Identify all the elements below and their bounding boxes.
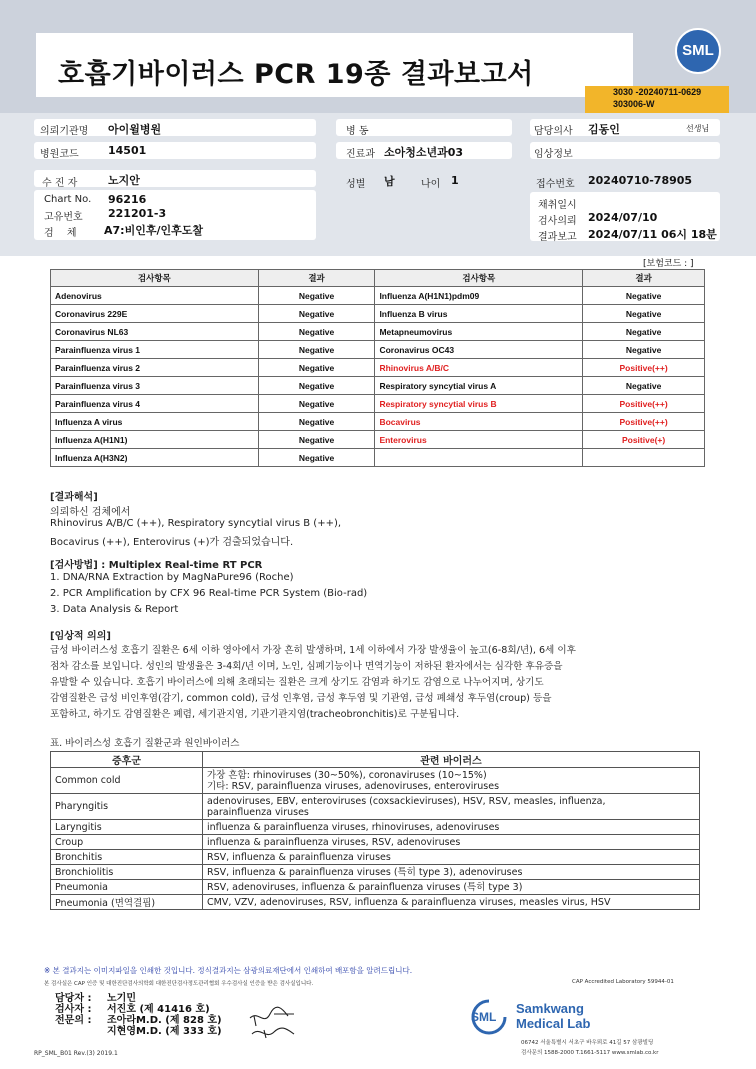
result-row	[51, 395, 705, 413]
disease-row	[51, 768, 700, 794]
clinical-line: 급성 바이러스성 호흡기 질환은 6세 이하 영아에서 가장 흔히 발생하며, 1세 이하에서 가장 발생율이 높고(6-8회/년), 6세 이후	[50, 645, 576, 656]
result-row	[51, 341, 705, 359]
report-code-1: 3030 -20240711-0629	[613, 87, 702, 97]
institution-value: 아이윌병원	[108, 123, 162, 136]
disease-body	[51, 768, 700, 910]
report-code-2: 303006-W	[613, 99, 655, 109]
request-date: 2024/07/10	[588, 211, 658, 224]
sex-value: 남	[384, 175, 395, 188]
result-value: Positive(++)	[583, 395, 705, 413]
related-viruses: RSV, influenza & parainfluenza viruses	[203, 850, 700, 865]
result-value: Positive(++)	[583, 359, 705, 377]
interpretation-heading: [결과해석]	[50, 492, 98, 503]
test-name: Adenovirus	[51, 287, 259, 305]
result-value: Negative	[583, 341, 705, 359]
results-body	[51, 287, 705, 467]
test-name: Metapneumovirus	[375, 323, 583, 341]
image-notice: ※ 본 결과지는 이미지파일을 인쇄한 것입니다. 정식결과지는 삼광의료재단에서 인쇄하여 배포함을 알려드립니다.	[44, 966, 413, 975]
test-name: Influenza A(H1N1)	[51, 431, 259, 449]
result-row	[51, 287, 705, 305]
result-value: Negative	[258, 305, 375, 323]
unique-label: 고유번호	[44, 212, 83, 223]
result-value: Negative	[258, 287, 375, 305]
unique-value: 221201-3	[108, 207, 167, 220]
receipt-no-value: 20240710-78905	[588, 174, 693, 187]
doctor-value: 김동인	[588, 123, 620, 136]
syndrome-name: Pneumonia (면역결핍)	[51, 895, 203, 910]
disease-table	[50, 751, 700, 910]
request-label: 검사의뢰	[538, 216, 577, 227]
syndrome-name: Common cold	[51, 768, 203, 794]
test-name: Parainfluenza virus 2	[51, 359, 259, 377]
result-row	[51, 359, 705, 377]
result-value: Negative	[258, 449, 375, 467]
results-table	[50, 269, 705, 467]
test-name: Influenza A virus	[51, 413, 259, 431]
signature-image	[244, 1004, 300, 1042]
method-heading: [검사방법] : Multiplex Real-time RT PCR	[50, 560, 263, 571]
syndrome-name: Laryngitis	[51, 820, 203, 835]
doctor-suffix: 선생님	[686, 124, 710, 133]
method-line: 2. PCR Amplification by CFX 96 Real-time PCR System (Bio-rad)	[50, 588, 368, 599]
test-name: Respiratory syncytial virus A	[375, 377, 583, 395]
header-syndrome: 증후군	[51, 752, 203, 768]
staff-role: 전문의 :	[55, 1015, 92, 1026]
staff-role: 검사자 :	[55, 1004, 92, 1015]
disease-row	[51, 794, 700, 820]
syndrome-name: Pneumonia	[51, 880, 203, 895]
receipt-no-label: 접수번호	[536, 179, 575, 190]
result-value: Negative	[583, 305, 705, 323]
header-result-1: 결과	[258, 270, 375, 287]
report-label: 결과보고	[538, 232, 577, 243]
result-value: Negative	[583, 287, 705, 305]
clinical-line: 유발할 수 있습니다. 호흡기 바이러스에 의해 초래되는 질환은 크게 상기도 감염과 하기도 감염으로 나누어지며, 상기도	[50, 677, 544, 688]
doctor-label: 담당의사	[534, 126, 573, 137]
disease-row	[51, 820, 700, 835]
result-value: Negative	[583, 323, 705, 341]
result-value: Negative	[583, 377, 705, 395]
method-line: 3. Data Analysis & Report	[50, 604, 179, 615]
result-value: Negative	[258, 395, 375, 413]
related-viruses: RSV, influenza & parainfluenza viruses (특히 type 3), adenoviruses	[203, 865, 700, 880]
test-name: Parainfluenza virus 1	[51, 341, 259, 359]
test-name: Influenza B virus	[375, 305, 583, 323]
disease-row	[51, 865, 700, 880]
test-name: Influenza A(H3N2)	[51, 449, 259, 467]
result-value: Negative	[258, 431, 375, 449]
staff-role: 담당자 :	[55, 993, 92, 1004]
test-name: Bocavirus	[375, 413, 583, 431]
interpretation-line: 의뢰하신 검체에서	[50, 507, 131, 518]
clinical-line: 점차 감소를 보입니다. 성인의 발생율은 3-4회/년 이며, 노인, 심폐기능이나 면역기능이 저하된 환자에서는 심각한 후유증을	[50, 661, 563, 672]
hospital-code-label: 병원코드	[40, 149, 79, 160]
lab-name-2: Medical Lab	[516, 1016, 591, 1031]
disease-row	[51, 880, 700, 895]
interpretation-line: Rhinovirus A/B/C (++), Respiratory syncytial virus B (++),	[50, 518, 342, 529]
syndrome-name: Pharyngitis	[51, 794, 203, 820]
sex-label: 성별	[346, 179, 366, 190]
staff-name: 지현영M.D. (제 333 호)	[107, 1026, 222, 1037]
related-viruses: 가장 흔함: rhinoviruses (30~50%), coronaviruses (10~15%) 기타: RSV, parainfluenza viruses, adenoviruses, enteroviruses	[203, 768, 700, 794]
lab-name-1: Samkwang	[516, 1001, 584, 1016]
result-row	[51, 413, 705, 431]
test-name: Enterovirus	[375, 431, 583, 449]
lab-phone: 검사문의 1588-2000 T.1661-5117 www.smlab.co.kr	[521, 1050, 659, 1056]
result-row	[51, 323, 705, 341]
chart-value: 96216	[108, 193, 147, 206]
report-date: 2024/07/11 06시 18분	[588, 228, 717, 241]
header-result-2: 결과	[583, 270, 705, 287]
sml-logo: SML	[675, 28, 721, 74]
disease-header-row	[51, 752, 700, 768]
patient-value: 노지안	[108, 174, 140, 187]
test-name: Parainfluenza virus 3	[51, 377, 259, 395]
staff-name: 서진호 (제 41416 호)	[107, 1004, 210, 1015]
cap-number: CAP Accredited Laboratory 59944-01	[572, 979, 674, 985]
sml-footer-logo-text: SML	[471, 1010, 497, 1024]
interpretation-line: Bocavirus (++), Enterovirus (+)가 검출되었습니다.	[50, 537, 294, 548]
method-line: 1. DNA/RNA Extraction by MagNaPure96 (Roche)	[50, 572, 294, 583]
form-code: RP_SML_B01 Rev.(3) 2019.1	[34, 1050, 118, 1057]
test-name	[375, 449, 583, 467]
insurance-code: [보험코드 : ]	[643, 259, 694, 269]
disease-row	[51, 895, 700, 910]
related-viruses: influenza & parainfluenza viruses, RSV, adenoviruses	[203, 835, 700, 850]
result-row	[51, 431, 705, 449]
clinical-info-label: 임상정보	[534, 149, 573, 160]
result-value	[583, 449, 705, 467]
result-value: Negative	[258, 359, 375, 377]
result-row	[51, 305, 705, 323]
result-value: Negative	[258, 341, 375, 359]
test-name: Parainfluenza virus 4	[51, 395, 259, 413]
specimen-label: 검 체	[44, 228, 82, 239]
chart-label: Chart No.	[44, 194, 92, 205]
disease-table-caption: 표. 바이러스성 호흡기 질환군과 원인바이러스	[50, 738, 240, 749]
age-label: 나이	[421, 179, 441, 190]
related-viruses: adenoviruses, EBV, enteroviruses (coxsackieviruses), HSV, RSV, measles, influenza, parainfluenza viruses	[203, 794, 700, 820]
accreditation-note: 본 검사실은 CAP 인증 및 대한진단검사의학회 대한진단검사정도관리협회 우수검사실 인증을 받은 검사실입니다.	[44, 981, 314, 987]
disease-row	[51, 835, 700, 850]
disease-row	[51, 850, 700, 865]
results-header-row	[51, 270, 705, 287]
syndrome-name: Bronchiolitis	[51, 865, 203, 880]
staff-name: 노기민	[107, 993, 136, 1004]
age-value: 1	[451, 174, 459, 187]
clinical-heading: [임상적 의의]	[50, 631, 111, 642]
header-viruses: 관련 바이러스	[203, 752, 700, 768]
staff-name: 조아라M.D. (제 828 호)	[107, 1015, 222, 1026]
syndrome-name: Croup	[51, 835, 203, 850]
result-row	[51, 449, 705, 467]
dept-label: 진료과	[346, 149, 375, 160]
lab-address: 06742 서울특별시 서초구 바우뫼로 41길 57 삼광빌딩	[521, 1040, 654, 1046]
specimen-value: A7:비인후/인후도찰	[104, 224, 203, 237]
collect-label: 채취일시	[538, 200, 577, 211]
result-value: Negative	[258, 377, 375, 395]
header-test-2: 검사항목	[375, 270, 583, 287]
ward-label: 병 동	[346, 126, 369, 137]
institution-label: 의뢰기관명	[40, 126, 89, 137]
hospital-code-value: 14501	[108, 144, 147, 157]
test-name: Coronavirus OC43	[375, 341, 583, 359]
test-name: Coronavirus 229E	[51, 305, 259, 323]
related-viruses: RSV, adenoviruses, influenza & parainfluenza viruses (특히 type 3)	[203, 880, 700, 895]
clinical-line: 포함하고, 하기도 감염질환은 폐렴, 세기관지염, 기관기관지염(tracheobronchitis)로 구분됩니다.	[50, 709, 460, 720]
test-name: Coronavirus NL63	[51, 323, 259, 341]
result-value: Negative	[258, 413, 375, 431]
result-row	[51, 377, 705, 395]
page-title: 호흡기바이러스 PCR 19종 결과보고서	[58, 59, 534, 90]
header-test-1: 검사항목	[51, 270, 259, 287]
result-value: Negative	[258, 323, 375, 341]
test-name: Influenza A(H1N1)pdm09	[375, 287, 583, 305]
patient-label: 수 진 자	[42, 178, 78, 189]
dept-value: 소아청소년과03	[384, 146, 464, 159]
test-name: Respiratory syncytial virus B	[375, 395, 583, 413]
test-name: Rhinovirus A/B/C	[375, 359, 583, 377]
related-viruses: CMV, VZV, adenoviruses, RSV, influenza & parainfluenza viruses, measles virus, HSV	[203, 895, 700, 910]
result-value: Positive(++)	[583, 413, 705, 431]
syndrome-name: Bronchitis	[51, 850, 203, 865]
clinical-line: 감염질환은 급성 비인후염(감기, common cold), 급성 인후염, 급성 후두염 및 기관염, 급성 폐쇄성 후두염(croup) 등을	[50, 693, 552, 704]
result-value: Positive(+)	[583, 431, 705, 449]
staff-row	[55, 1022, 222, 1037]
related-viruses: influenza & parainfluenza viruses, rhinoviruses, adenoviruses	[203, 820, 700, 835]
